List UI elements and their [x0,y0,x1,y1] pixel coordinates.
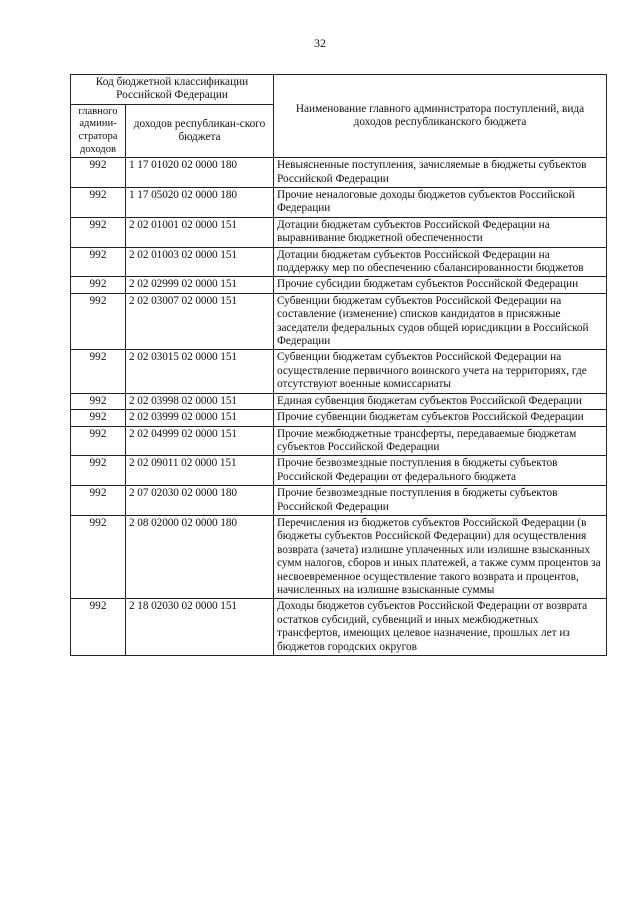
income-code-cell: 2 02 09011 02 0000 151 [126,456,274,486]
table-row [71,486,607,516]
admin-code-cell: 992 [71,393,126,409]
income-name-cell: Перечисления из бюджетов субъектов Российской Федерации (в бюджеты субъектов Российской Федерации) для осуществления возврата (зачета) излишне уплаченных или излишне взысканных сумм налогов, сборов и иных платежей, а также сумм процентов за несвоевременное осуществление такого возврата и процентов, начисленных на излишне взысканные суммы [274,515,607,598]
budget-classification-table [70,74,607,656]
income-name-cell: Субвенции бюджетам субъектов Российской Федерации на осуществление первичного воинского учета на территориях, где отсутствуют военные комиссариаты [274,350,607,393]
page-number: 32 [314,36,326,50]
admin-code-cell: 992 [71,350,126,393]
income-code-cell: 2 07 02030 02 0000 180 [126,486,274,516]
income-code-cell: 2 02 01003 02 0000 151 [126,247,274,277]
income-code-cell: 1 17 05020 02 0000 180 [126,188,274,218]
table-row [71,188,607,218]
admin-column-header: главного админи-стратора доходов [71,104,126,157]
income-code-cell: 2 02 03999 02 0000 151 [126,410,274,426]
table-row [71,350,607,393]
name-column-header: Наименование главного администратора поступлений, вида доходов республиканского бюджета [274,75,607,158]
admin-code-cell: 992 [71,188,126,218]
income-name-cell: Прочие безвозмездные поступления в бюджеты субъектов Российской Федерации от федерального бюджета [274,456,607,486]
income-code-cell: 1 17 01020 02 0000 180 [126,158,274,188]
admin-code-cell: 992 [71,158,126,188]
table-header [71,75,607,158]
table-row [71,158,607,188]
income-code-cell: 2 02 01001 02 0000 151 [126,217,274,247]
admin-code-cell: 992 [71,217,126,247]
admin-code-cell: 992 [71,515,126,598]
income-name-cell: Прочие безвозмездные поступления в бюджеты субъектов Российской Федерации [274,486,607,516]
table-row [71,393,607,409]
income-name-cell: Невыясненные поступления, зачисляемые в бюджеты субъектов Российской Федерации [274,158,607,188]
income-code-cell: 2 08 02000 02 0000 180 [126,515,274,598]
income-code-cell: 2 02 04999 02 0000 151 [126,426,274,456]
admin-code-cell: 992 [71,410,126,426]
income-name-cell: Дотации бюджетам субъектов Российской Федерации на выравнивание бюджетной обеспеченности [274,217,607,247]
income-column-header: доходов республикан-ского бюджета [126,104,274,157]
income-code-cell: 2 02 02999 02 0000 151 [126,277,274,293]
table-row [71,456,607,486]
income-code-cell: 2 02 03007 02 0000 151 [126,293,274,350]
table-body [71,158,607,656]
income-name-cell: Прочие субвенции бюджетам субъектов Российской Федерации [274,410,607,426]
admin-code-cell: 992 [71,456,126,486]
admin-code-cell: 992 [71,426,126,456]
income-name-cell: Единая субвенция бюджетам субъектов Российской Федерации [274,393,607,409]
table-row [71,217,607,247]
table-row [71,293,607,350]
table-row [71,410,607,426]
income-name-cell: Дотации бюджетам субъектов Российской Федерации на поддержку мер по обеспечению сбалансированности бюджетов [274,247,607,277]
table-row [71,426,607,456]
income-name-cell: Прочие межбюджетные трансферты, передаваемые бюджетам субъектов Российской Федерации [274,426,607,456]
income-code-cell: 2 18 02030 02 0000 151 [126,599,274,656]
admin-code-cell: 992 [71,247,126,277]
admin-code-cell: 992 [71,599,126,656]
income-name-cell: Прочие неналоговые доходы бюджетов субъектов Российской Федерации [274,188,607,218]
admin-code-cell: 992 [71,486,126,516]
income-name-cell: Доходы бюджетов субъектов Российской Федерации от возврата остатков субсидий, субвенций и иных межбюджетных трансфертов, имеющих целевое назначение, прошлых лет из бюджетов городских округов [274,599,607,656]
table-row [71,515,607,598]
income-code-cell: 2 02 03998 02 0000 151 [126,393,274,409]
code-group-header: Код бюджетной классификации Российской Федерации [71,75,274,105]
income-name-cell: Прочие субсидии бюджетам субъектов Российской Федерации [274,277,607,293]
table-row [71,599,607,656]
admin-code-cell: 992 [71,277,126,293]
table-row [71,247,607,277]
income-name-cell: Субвенции бюджетам субъектов Российской Федерации на составление (изменение) списков кандидатов в присяжные заседатели федеральных судов общей юрисдикции в Российской Федерации [274,293,607,350]
admin-code-cell: 992 [71,293,126,350]
table-row [71,277,607,293]
income-code-cell: 2 02 03015 02 0000 151 [126,350,274,393]
